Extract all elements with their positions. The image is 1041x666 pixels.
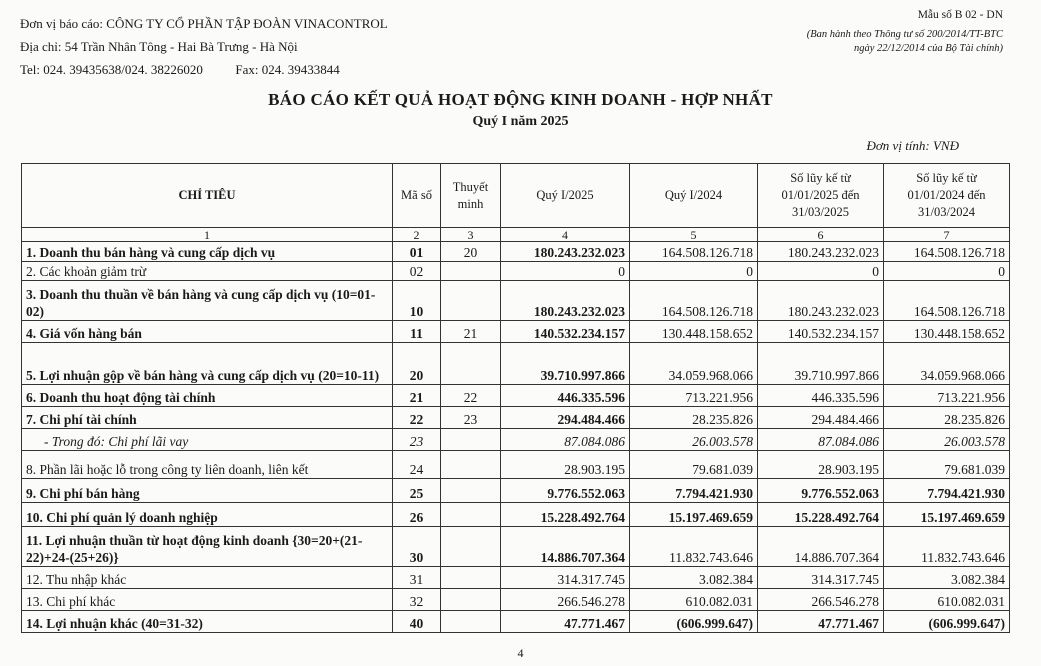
row-q2024: 28.235.826 bbox=[630, 407, 758, 429]
table-row bbox=[22, 321, 1010, 343]
row-note: 20 bbox=[441, 242, 501, 262]
row-q2025: 180.243.232.023 bbox=[501, 281, 630, 321]
table-row bbox=[22, 611, 1010, 633]
row-q2024: 713.221.956 bbox=[630, 385, 758, 407]
row-label: 5. Lợi nhuận gộp về bán hàng và cung cấp dịch vụ (20=10-11) bbox=[22, 343, 393, 385]
row-code: 32 bbox=[393, 589, 441, 611]
row-ytd2025: 446.335.596 bbox=[758, 385, 884, 407]
col-header-q2024: Quý I/2024 bbox=[630, 164, 758, 228]
row-label: 12. Thu nhập khác bbox=[22, 567, 393, 589]
row-code: 30 bbox=[393, 527, 441, 567]
row-q2024: 3.082.384 bbox=[630, 567, 758, 589]
row-q2024: 79.681.039 bbox=[630, 451, 758, 479]
row-label: - Trong đó: Chi phí lãi vay bbox=[22, 429, 393, 451]
col-header-q2025: Quý I/2025 bbox=[501, 164, 630, 228]
col-number: 4 bbox=[501, 228, 630, 242]
reporting-entity: Đơn vị báo cáo: CÔNG TY CỔ PHẦN TẬP ĐOÀN VINACONTROL bbox=[20, 16, 388, 31]
row-note bbox=[441, 262, 501, 281]
row-ytd2024: 28.235.826 bbox=[884, 407, 1010, 429]
company-phone: Tel: 024. 39435638/024. 38226020 bbox=[20, 62, 203, 77]
row-label: 3. Doanh thu thuần về bán hàng và cung cấp dịch vụ (10=01-02) bbox=[22, 281, 393, 321]
row-q2025: 314.317.745 bbox=[501, 567, 630, 589]
table-row bbox=[22, 527, 1010, 567]
row-q2025: 39.710.997.866 bbox=[501, 343, 630, 385]
col-header-ytd2025: Số lũy kế từ 01/01/2025 đến 31/03/2025 bbox=[758, 164, 884, 228]
table-row bbox=[22, 262, 1010, 281]
row-ytd2024: 3.082.384 bbox=[884, 567, 1010, 589]
row-label: 14. Lợi nhuận khác (40=31-32) bbox=[22, 611, 393, 633]
row-q2025: 14.886.707.364 bbox=[501, 527, 630, 567]
row-q2024: 26.003.578 bbox=[630, 429, 758, 451]
row-q2024: 15.197.469.659 bbox=[630, 503, 758, 527]
row-ytd2025: 180.243.232.023 bbox=[758, 281, 884, 321]
row-ytd2025: 266.546.278 bbox=[758, 589, 884, 611]
row-note bbox=[441, 567, 501, 589]
row-label: 2. Các khoản giảm trừ bbox=[22, 262, 393, 281]
company-contact bbox=[20, 58, 388, 81]
table-row bbox=[22, 281, 1010, 321]
row-ytd2024: (606.999.647) bbox=[884, 611, 1010, 633]
table-header-row bbox=[22, 164, 1010, 228]
row-q2025: 28.903.195 bbox=[501, 451, 630, 479]
col-number: 2 bbox=[393, 228, 441, 242]
table-row bbox=[22, 589, 1010, 611]
row-note: 23 bbox=[441, 407, 501, 429]
table-row bbox=[22, 567, 1010, 589]
table-row bbox=[22, 479, 1010, 503]
page-number: 4 bbox=[517, 646, 524, 660]
row-code: 31 bbox=[393, 567, 441, 589]
row-code: 25 bbox=[393, 479, 441, 503]
row-ytd2024: 11.832.743.646 bbox=[884, 527, 1010, 567]
row-code: 26 bbox=[393, 503, 441, 527]
row-ytd2025: 180.243.232.023 bbox=[758, 242, 884, 262]
row-ytd2025: 47.771.467 bbox=[758, 611, 884, 633]
row-label: 10. Chi phí quản lý doanh nghiệp bbox=[22, 503, 393, 527]
row-q2025: 294.484.466 bbox=[501, 407, 630, 429]
col-number: 6 bbox=[758, 228, 884, 242]
row-ytd2024: 15.197.469.659 bbox=[884, 503, 1010, 527]
row-q2024: 610.082.031 bbox=[630, 589, 758, 611]
col-number: 5 bbox=[630, 228, 758, 242]
row-q2025: 15.228.492.764 bbox=[501, 503, 630, 527]
form-reference bbox=[807, 8, 1003, 56]
row-label: 8. Phần lãi hoặc lỗ trong công ty liên doanh, liên kết bbox=[22, 451, 393, 479]
row-ytd2024: 79.681.039 bbox=[884, 451, 1010, 479]
row-code: 40 bbox=[393, 611, 441, 633]
circular-line-1: (Ban hành theo Thông tư số 200/2014/TT-BTC bbox=[806, 29, 1003, 40]
row-note bbox=[441, 527, 501, 567]
table-row bbox=[22, 343, 1010, 385]
row-code: 10 bbox=[393, 281, 441, 321]
row-q2025: 47.771.467 bbox=[501, 611, 630, 633]
table-row bbox=[22, 451, 1010, 479]
row-ytd2025: 9.776.552.063 bbox=[758, 479, 884, 503]
row-q2025: 0 bbox=[501, 262, 630, 281]
row-code: 20 bbox=[393, 343, 441, 385]
row-ytd2025: 39.710.997.866 bbox=[758, 343, 884, 385]
row-note bbox=[441, 343, 501, 385]
row-q2024: 11.832.743.646 bbox=[630, 527, 758, 567]
company-header bbox=[20, 12, 388, 81]
row-ytd2025: 28.903.195 bbox=[758, 451, 884, 479]
row-ytd2024: 130.448.158.652 bbox=[884, 321, 1010, 343]
row-q2025: 87.084.086 bbox=[501, 429, 630, 451]
row-ytd2024: 26.003.578 bbox=[884, 429, 1010, 451]
row-label: 1. Doanh thu bán hàng và cung cấp dịch vụ bbox=[22, 242, 393, 262]
table-row bbox=[22, 242, 1010, 262]
row-note bbox=[441, 611, 501, 633]
table-row bbox=[22, 429, 1010, 451]
row-q2024: 7.794.421.930 bbox=[630, 479, 758, 503]
form-number: Mẫu số B 02 - DN bbox=[917, 9, 1003, 21]
row-q2025: 9.776.552.063 bbox=[501, 479, 630, 503]
row-label: 13. Chi phí khác bbox=[22, 589, 393, 611]
col-header-item: CHỈ TIÊU bbox=[22, 164, 393, 228]
row-label: 11. Lợi nhuận thuần từ hoạt động kinh doanh {30=20+(21-22)+24-(25+26)} bbox=[22, 527, 393, 567]
row-note: 21 bbox=[441, 321, 501, 343]
row-q2025: 140.532.234.157 bbox=[501, 321, 630, 343]
row-note: 22 bbox=[441, 385, 501, 407]
row-ytd2025: 140.532.234.157 bbox=[758, 321, 884, 343]
row-note bbox=[441, 503, 501, 527]
row-q2024: 34.059.968.066 bbox=[630, 343, 758, 385]
row-ytd2024: 610.082.031 bbox=[884, 589, 1010, 611]
company-fax: Fax: 024. 39433844 bbox=[235, 62, 340, 77]
col-number: 7 bbox=[884, 228, 1010, 242]
report-period: Quý I năm 2025 bbox=[472, 114, 569, 129]
row-note bbox=[441, 281, 501, 321]
table-row bbox=[22, 503, 1010, 527]
row-ytd2024: 34.059.968.066 bbox=[884, 343, 1010, 385]
row-ytd2024: 164.508.126.718 bbox=[884, 281, 1010, 321]
row-code: 02 bbox=[393, 262, 441, 281]
col-number: 1 bbox=[22, 228, 393, 242]
row-ytd2024: 7.794.421.930 bbox=[884, 479, 1010, 503]
row-ytd2025: 14.886.707.364 bbox=[758, 527, 884, 567]
row-code: 24 bbox=[393, 451, 441, 479]
row-label: 7. Chi phí tài chính bbox=[22, 407, 393, 429]
row-ytd2025: 87.084.086 bbox=[758, 429, 884, 451]
row-code: 23 bbox=[393, 429, 441, 451]
row-ytd2024: 164.508.126.718 bbox=[884, 242, 1010, 262]
row-ytd2025: 0 bbox=[758, 262, 884, 281]
row-ytd2025: 294.484.466 bbox=[758, 407, 884, 429]
row-code: 21 bbox=[393, 385, 441, 407]
table-row bbox=[22, 385, 1010, 407]
row-code: 01 bbox=[393, 242, 441, 262]
col-header-note: Thuyết minh bbox=[441, 164, 501, 228]
col-header-ytd2024: Số lũy kế từ 01/01/2024 đến 31/03/2024 bbox=[884, 164, 1010, 228]
table-row bbox=[22, 407, 1010, 429]
row-code: 22 bbox=[393, 407, 441, 429]
row-note bbox=[441, 429, 501, 451]
row-note bbox=[441, 451, 501, 479]
circular-line-2: ngày 22/12/2014 của Bộ Tài chính) bbox=[853, 43, 1003, 54]
row-label: 6. Doanh thu hoạt động tài chính bbox=[22, 385, 393, 407]
row-q2025: 180.243.232.023 bbox=[501, 242, 630, 262]
row-note bbox=[441, 479, 501, 503]
row-q2024: (606.999.647) bbox=[630, 611, 758, 633]
row-ytd2025: 15.228.492.764 bbox=[758, 503, 884, 527]
row-q2025: 266.546.278 bbox=[501, 589, 630, 611]
col-header-code: Mã số bbox=[393, 164, 441, 228]
row-q2024: 0 bbox=[630, 262, 758, 281]
row-ytd2024: 713.221.956 bbox=[884, 385, 1010, 407]
company-address: Địa chỉ: 54 Trần Nhân Tông - Hai Bà Trưng - Hà Nội bbox=[20, 39, 298, 54]
row-label: 4. Giá vốn hàng bán bbox=[22, 321, 393, 343]
row-ytd2024: 0 bbox=[884, 262, 1010, 281]
row-q2024: 164.508.126.718 bbox=[630, 242, 758, 262]
currency-unit: Đơn vị tính: VNĐ bbox=[866, 138, 959, 153]
row-q2024: 164.508.126.718 bbox=[630, 281, 758, 321]
column-number-row bbox=[22, 228, 1010, 242]
income-statement-table bbox=[21, 163, 1010, 633]
row-code: 11 bbox=[393, 321, 441, 343]
row-q2025: 446.335.596 bbox=[501, 385, 630, 407]
row-q2024: 130.448.158.652 bbox=[630, 321, 758, 343]
row-label: 9. Chi phí bán hàng bbox=[22, 479, 393, 503]
report-title: BÁO CÁO KẾT QUẢ HOẠT ĐỘNG KINH DOANH - HỢP NHẤT bbox=[268, 90, 773, 109]
row-note bbox=[441, 589, 501, 611]
row-ytd2025: 314.317.745 bbox=[758, 567, 884, 589]
col-number: 3 bbox=[441, 228, 501, 242]
